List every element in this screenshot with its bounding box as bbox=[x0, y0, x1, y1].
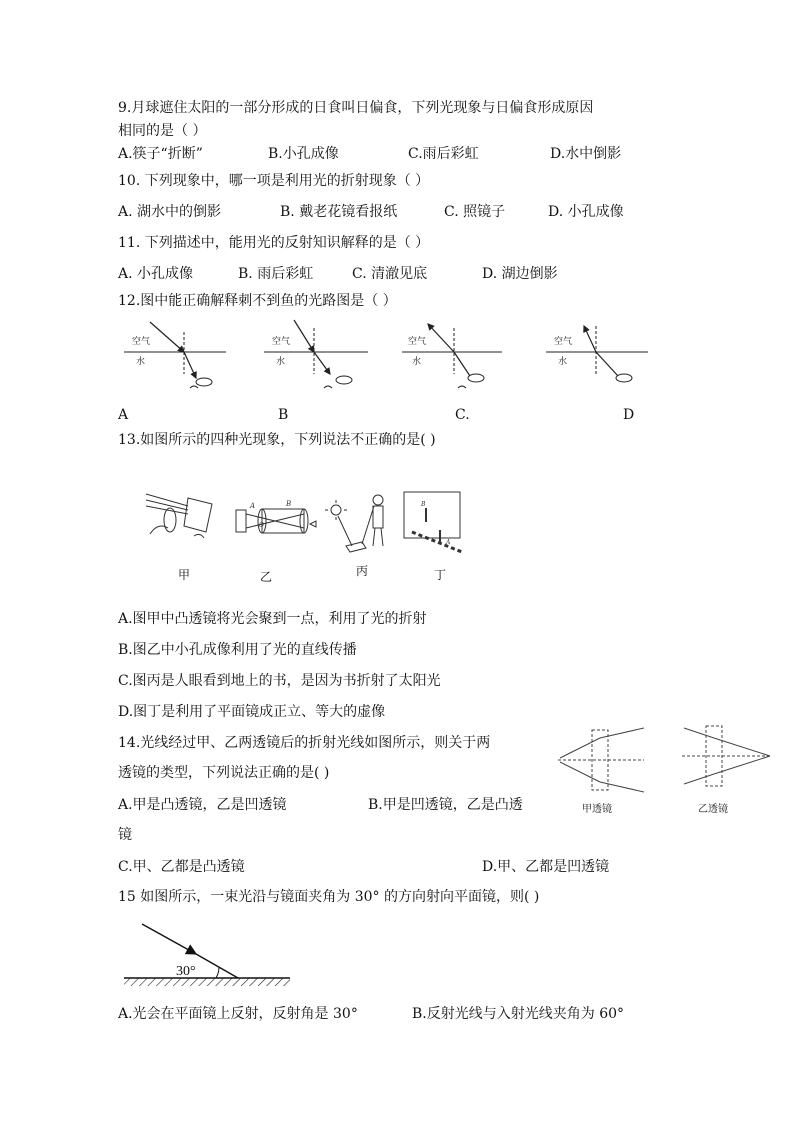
q14-lens-jia bbox=[558, 728, 644, 792]
q14-caption-yi: 乙透镜 bbox=[698, 804, 728, 815]
q14-option-d: D.甲、乙都是凹透镜 bbox=[482, 859, 610, 875]
q13-figure-bing bbox=[325, 495, 383, 552]
svg-text:空气: 空气 bbox=[132, 337, 151, 347]
q12-label-b: B bbox=[278, 407, 289, 423]
q12-label-c: C. bbox=[455, 407, 470, 423]
q14-option-c: C.甲、乙都是凸透镜 bbox=[118, 859, 245, 875]
q10-option-b: B. 戴老花镜看报纸 bbox=[280, 204, 398, 220]
q13-caption-jia: 甲 bbox=[178, 568, 191, 582]
q15-mirror-diagram bbox=[120, 920, 296, 992]
q13-caption-yi: 乙 bbox=[260, 570, 273, 584]
q11-option-a: A. 小孔成像 bbox=[118, 266, 194, 282]
q11-option-c: C. 清澈见底 bbox=[352, 266, 428, 282]
q10-option-d: D. 小孔成像 bbox=[548, 204, 624, 220]
q14-lens-diagram bbox=[556, 722, 772, 800]
q15-option-b: B.反射光线与入射光线夹角为 60° bbox=[412, 1006, 625, 1022]
svg-text:空气: 空气 bbox=[272, 337, 291, 347]
q14-caption-jia: 甲透镜 bbox=[582, 804, 612, 815]
q14-lens-yi bbox=[682, 726, 770, 786]
q15-angle-label: 30° bbox=[176, 964, 196, 979]
q10-option-a: A. 湖水中的倒影 bbox=[118, 204, 222, 220]
svg-text:空气: 空气 bbox=[408, 337, 427, 347]
q12-stem: 12.图中能正确解释刺不到鱼的光路图是（ ） bbox=[118, 293, 397, 309]
q11-option-b: B. 雨后彩虹 bbox=[238, 266, 314, 282]
q13-figure bbox=[140, 486, 480, 558]
q13-figure-ding bbox=[404, 492, 462, 552]
q10-option-c: C. 照镜子 bbox=[444, 204, 506, 220]
q12-diagram-c bbox=[402, 324, 502, 388]
q13-option-a: A.图甲中凸透镜将光会聚到一点，利用了光的折射 bbox=[118, 611, 427, 627]
q9-option-b: B.小孔成像 bbox=[268, 146, 339, 162]
q14-stem-line1: 14.光线经过甲、乙两透镜后的折射光线如图所示，则关于两 bbox=[118, 735, 491, 751]
q9-stem-line2: 相同的是（ ） bbox=[118, 123, 207, 139]
q13-stem: 13.如图所示的四种光现象，下列说法不正确的是( ) bbox=[118, 432, 436, 448]
q15-stem: 15 如图所示，一束光沿与镜面夹角为 30° 的方向射向平面镜，则( ) bbox=[118, 889, 540, 905]
svg-text:水: 水 bbox=[276, 357, 286, 367]
svg-text:A: A bbox=[446, 539, 451, 546]
q9-option-a: A.筷子“折断” bbox=[118, 146, 203, 162]
q11-stem: 11. 下列描述中，能用光的反射知识解释的是（ ） bbox=[118, 235, 430, 251]
q10-stem: 10. 下列现象中，哪一项是利用光的折射现象（ ） bbox=[118, 173, 430, 189]
q11-option-d: D. 湖边倒影 bbox=[482, 266, 558, 282]
q12-diagram-d bbox=[546, 326, 648, 382]
svg-text:O: O bbox=[259, 522, 264, 529]
q14-option-b: B.甲是凹透镜，乙是凸透 bbox=[368, 797, 523, 813]
svg-text:水: 水 bbox=[558, 357, 568, 367]
svg-text:水: 水 bbox=[136, 357, 146, 367]
q14-option-a: A.甲是凸透镜，乙是凹透镜 bbox=[118, 797, 287, 813]
svg-text:水: 水 bbox=[412, 357, 422, 367]
q12-label-a: A bbox=[118, 407, 129, 423]
svg-text:空气: 空气 bbox=[554, 337, 573, 347]
q14-option-b-continued: 镜 bbox=[118, 827, 132, 843]
q13-option-c: C.图丙是人眼看到地上的书，是因为书折射了太阳光 bbox=[118, 673, 441, 689]
q13-option-b: B.图乙中小孔成像利用了光的直线传播 bbox=[118, 642, 357, 658]
q9-option-d: D.水中倒影 bbox=[550, 146, 622, 162]
q12-diagram bbox=[118, 316, 678, 402]
q13-option-d: D.图丁是利用了平面镜成正立、等大的虚像 bbox=[118, 704, 386, 720]
q13-figure-yi bbox=[236, 500, 316, 533]
q12-label-d: D bbox=[623, 407, 635, 423]
q14-stem-line2: 透镜的类型，下列说法正确的是( ) bbox=[118, 765, 330, 781]
q12-diagram-a bbox=[124, 322, 226, 388]
q9-stem-line1: 9.月球遮住太阳的一部分形成的日食叫日偏食，下列光现象与日偏食形成原因 bbox=[118, 100, 594, 116]
svg-text:B: B bbox=[421, 501, 426, 508]
svg-text:A: A bbox=[250, 502, 256, 510]
q13-figure-jia bbox=[146, 494, 212, 538]
q13-caption-ding: 丁 bbox=[434, 568, 447, 582]
q15-option-a: A.光会在平面镜上反射，反射角是 30° bbox=[118, 1006, 358, 1022]
q9-option-c: C.雨后彩虹 bbox=[408, 146, 479, 162]
q12-diagram-b bbox=[264, 320, 368, 388]
svg-text:B: B bbox=[286, 500, 292, 508]
q13-caption-bing: 丙 bbox=[356, 564, 369, 578]
